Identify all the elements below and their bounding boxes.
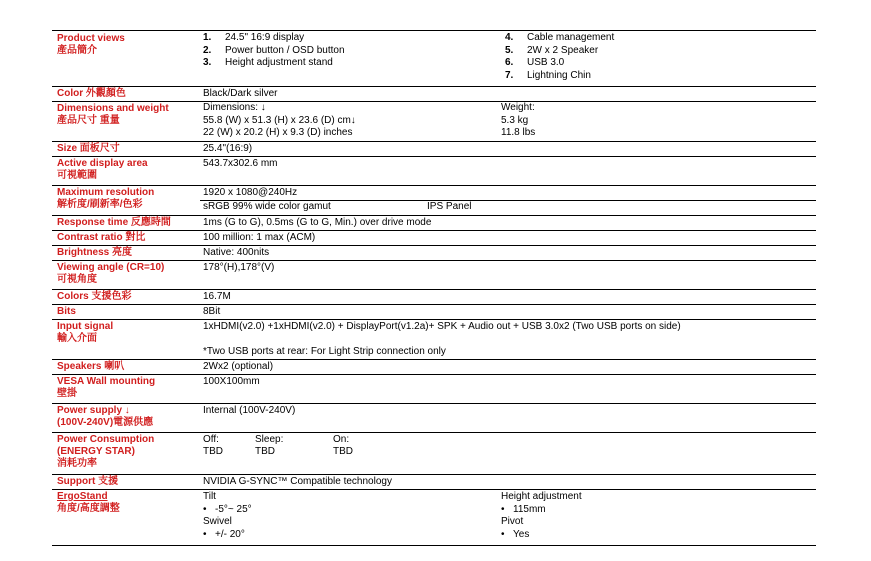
label-ergostand [57, 491, 199, 515]
item-text: Lightning Chin [527, 69, 591, 81]
label-line: Power supply ↓ [57, 405, 130, 416]
spec-table [52, 30, 816, 546]
power-on-label: On: [333, 434, 350, 445]
view-item-1 [203, 32, 345, 45]
label-line: 解析度/刷新率/色彩 [57, 199, 143, 210]
item-text: 24.5" 16:9 display [225, 32, 305, 43]
row-power-supply [52, 403, 816, 432]
bullet-icon: • [501, 528, 505, 540]
item-number: 4. [505, 32, 514, 43]
label-line: 角度/高度調整 [57, 503, 120, 514]
pivot-item [501, 529, 582, 542]
label-line: 壁掛 [57, 388, 77, 399]
value-vesa: 100X100mm [203, 376, 260, 387]
power-off-label: Off: [203, 434, 219, 445]
dimensions-line: 22 (W) x 20.2 (H) x 9.3 (D) inches [203, 127, 353, 138]
row-color [52, 86, 816, 101]
label-line: Active display area [57, 158, 148, 169]
label-line: (ENERGY STAR) [57, 446, 135, 457]
row-support [52, 474, 816, 489]
power-off-value: TBD [203, 446, 223, 457]
row-bits [52, 304, 816, 319]
row-ergostand [52, 489, 816, 546]
label-support: Support 支援 [57, 476, 119, 487]
row-dimensions [52, 101, 816, 141]
row-input-signal [52, 319, 816, 359]
value-size: 25.4"(16:9) [203, 143, 253, 154]
ergostand-left [203, 491, 252, 541]
weight-values [501, 102, 535, 140]
input-line [203, 334, 681, 347]
label-line: Product views [57, 33, 125, 44]
pivot-label: Pivot [501, 516, 524, 527]
label-resolution [57, 187, 199, 211]
input-line: *Two USB ports at rear: For Light Strip connection only [203, 346, 446, 357]
height-value: 115mm [513, 503, 546, 515]
product-views-right [505, 32, 614, 82]
row-product-views [52, 30, 816, 86]
item-number: 2. [203, 44, 212, 56]
label-line: (100V-240V)電源供應 [57, 417, 154, 428]
row-active-area [52, 156, 816, 185]
value-viewing-angle: 178°(H),178°(V) [203, 262, 275, 273]
label-line: Dimensions and weight [57, 103, 169, 114]
item-text: 2W x 2 Speaker [527, 44, 599, 56]
label-line: Maximum resolution [57, 187, 155, 198]
bullet-icon: • [203, 503, 207, 515]
value-panel-type: IPS Panel [427, 201, 472, 212]
label-active-area [57, 158, 199, 182]
height-label: Height adjustment [501, 491, 582, 502]
view-item-7 [505, 70, 614, 83]
item-text: Power button / OSD button [225, 44, 345, 56]
label-power-supply [57, 405, 199, 429]
pivot-value: Yes [513, 528, 530, 540]
view-item-2 [203, 45, 345, 58]
product-views-left [203, 32, 345, 70]
label-contrast: Contrast ratio 對比 [57, 232, 146, 243]
label-color: Color 外觀顏色 [57, 88, 126, 99]
row-speakers [52, 359, 816, 374]
power-on-value: TBD [333, 446, 353, 457]
power-sleep-value: TBD [255, 446, 275, 457]
label-colors: Colors 支援色彩 [57, 291, 132, 302]
label-line: Input signal [57, 321, 114, 332]
value-brightness: Native: 400nits [203, 247, 270, 258]
bullet-icon: • [203, 528, 207, 540]
value-speakers: 2Wx2 (optional) [203, 361, 274, 372]
power-sleep-label: Sleep: [255, 434, 284, 445]
value-colors: 16.7M [203, 291, 231, 302]
tilt-item [203, 504, 252, 517]
label-power-consumption [57, 434, 199, 470]
label-line: 輸入介面 [57, 333, 97, 344]
item-number: 6. [505, 57, 514, 68]
row-size [52, 141, 816, 156]
label-line: 消耗功率 [57, 458, 97, 469]
input-line: 1xHDMI(v2.0) +1xHDMI(v2.0) + DisplayPort(v1.2a)+ SPK + Audio out + USB 3.0x2 (Two USB ports on side) [203, 321, 681, 332]
value-response: 1ms (G to G), 0.5ms (G to G, Min.) over drive mode [203, 217, 432, 228]
view-item-4 [505, 32, 614, 45]
weight-line: 5.3 kg [501, 114, 529, 126]
tilt-value: -5°~ 25° [215, 503, 252, 515]
item-number: 1. [203, 32, 212, 43]
item-number: 3. [203, 57, 212, 68]
value-input-signal [203, 321, 681, 359]
row-resolution [52, 185, 816, 215]
row-vesa [52, 374, 816, 403]
label-line: 可視範圍 [57, 170, 97, 181]
swivel-item [203, 529, 252, 542]
value-power-supply: Internal (100V-240V) [203, 405, 296, 416]
row-power-consumption [52, 432, 816, 474]
item-text: Height adjustment stand [225, 57, 333, 68]
height-item [501, 504, 582, 517]
row-colors [52, 289, 816, 304]
row-brightness [52, 245, 816, 260]
label-bits: Bits [57, 306, 76, 317]
value-bits: 8Bit [203, 306, 221, 317]
item-number: 5. [505, 44, 514, 56]
swivel-label: Swivel [203, 516, 232, 527]
value-resolution: 1920 x 1080@240Hz [203, 187, 298, 198]
bullet-icon: • [501, 503, 505, 515]
row-viewing-angle [52, 260, 816, 289]
label-line: Power Consumption [57, 434, 155, 445]
value-active-area: 543.7x302.6 mm [203, 158, 278, 169]
label-dimensions [57, 103, 199, 127]
dimensions-line: Dimensions: ↓ [203, 102, 266, 113]
label-line: Viewing angle (CR=10) [57, 262, 165, 273]
label-product-views [57, 33, 199, 57]
row-response [52, 215, 816, 230]
value-color-gamut: sRGB 99% wide color gamut [203, 201, 331, 212]
label-speakers: Speakers 喇叭 [57, 361, 125, 372]
label-line: VESA Wall mounting [57, 376, 156, 387]
row-contrast [52, 230, 816, 245]
label-viewing-angle [57, 262, 199, 286]
value-support: NVIDIA G-SYNC™ Compatible technology [203, 476, 392, 487]
label-line: ErgoStand [57, 491, 108, 502]
view-item-3 [203, 57, 345, 70]
dimensions-values [203, 102, 356, 140]
dimensions-line: 55.8 (W) x 51.3 (H) x 23.6 (D) cm↓ [203, 114, 356, 126]
view-item-6 [505, 57, 614, 70]
item-text: Cable management [527, 32, 615, 43]
swivel-value: +/- 20° [215, 528, 245, 540]
label-size: Size 面板尺寸 [57, 143, 120, 154]
item-text: USB 3.0 [527, 57, 565, 68]
view-item-5 [505, 45, 614, 58]
weight-line: 11.8 lbs [501, 127, 536, 138]
item-number: 7. [505, 69, 514, 81]
label-brightness: Brightness 亮度 [57, 247, 133, 258]
label-input-signal [57, 321, 199, 345]
ergostand-right [501, 491, 582, 541]
tilt-label: Tilt [203, 491, 216, 502]
weight-line: Weight: [501, 102, 535, 113]
label-line: 產品簡介 [57, 45, 97, 56]
label-line: 可視角度 [57, 274, 97, 285]
label-line: 產品尺寸 重量 [57, 115, 120, 126]
value-color: Black/Dark silver [203, 88, 278, 99]
label-response: Response time 反應時間 [57, 217, 171, 228]
label-vesa [57, 376, 199, 400]
value-contrast: 100 million: 1 max (ACM) [203, 232, 316, 243]
